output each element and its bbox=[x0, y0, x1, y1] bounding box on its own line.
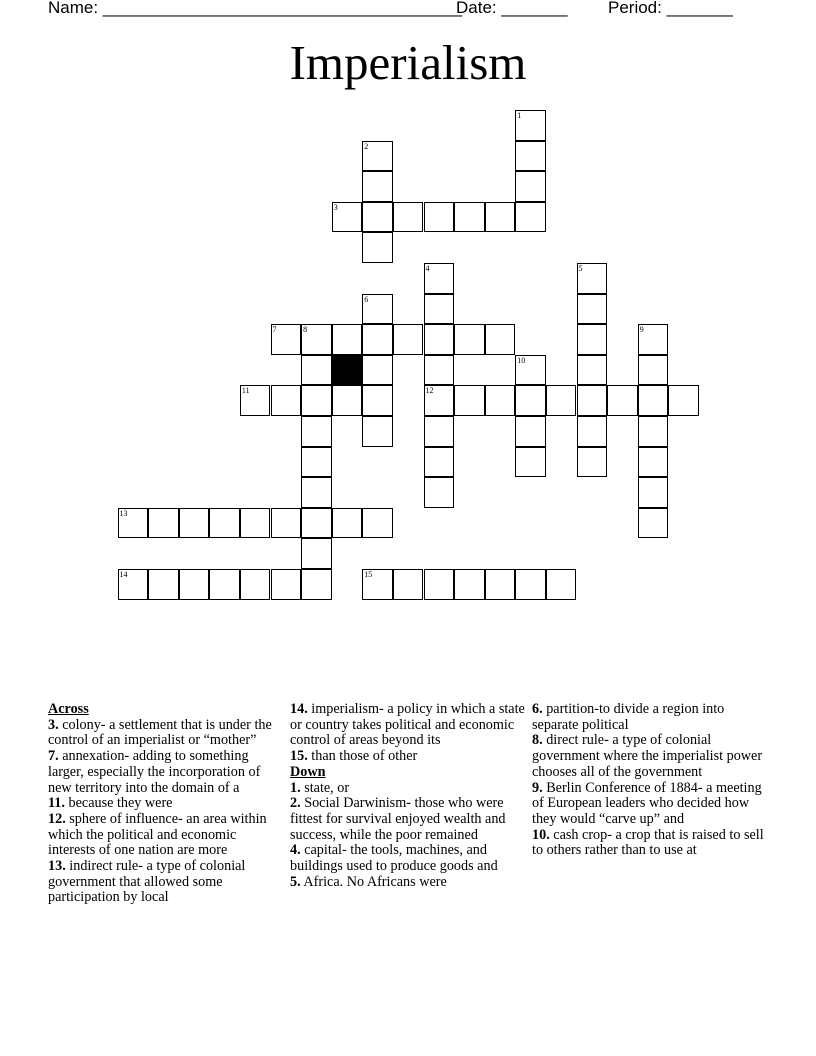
grid-cell[interactable] bbox=[485, 324, 516, 355]
clue-number: 4 bbox=[425, 264, 430, 273]
grid-cell[interactable] bbox=[301, 447, 332, 478]
grid-cell[interactable] bbox=[424, 477, 455, 508]
grid-cell[interactable] bbox=[301, 416, 332, 447]
clue-across-11: 11. because they were bbox=[48, 795, 173, 812]
grid-cell[interactable] bbox=[393, 569, 424, 600]
clues-column-2 bbox=[290, 702, 530, 890]
grid-cell[interactable] bbox=[271, 324, 302, 355]
clue-across-3: 3. colony- a settlement that is under the control of an imperialist or “mother” bbox=[48, 716, 272, 749]
grid-cell[interactable] bbox=[424, 569, 455, 600]
grid-cell[interactable] bbox=[638, 385, 669, 416]
clue-down-5: 5. Africa. No Africans were bbox=[290, 873, 447, 890]
clue-across-13: 13. indirect rule- a type of colonial government that allowed some participation by local bbox=[48, 858, 246, 906]
grid-cell[interactable] bbox=[362, 141, 393, 172]
date-field[interactable]: Date: _______ bbox=[456, 0, 568, 17]
grid-cell[interactable] bbox=[515, 110, 546, 141]
grid-cell[interactable] bbox=[424, 355, 455, 386]
grid-cell[interactable] bbox=[148, 508, 179, 539]
grid-cell[interactable] bbox=[668, 385, 699, 416]
clue-number: 11 bbox=[241, 386, 250, 396]
clue-number: 12 bbox=[425, 386, 434, 396]
grid-cell[interactable] bbox=[362, 416, 393, 447]
grid-cell[interactable] bbox=[638, 355, 669, 386]
grid-cell[interactable] bbox=[271, 508, 302, 539]
grid-cell[interactable] bbox=[515, 416, 546, 447]
grid-cell[interactable] bbox=[301, 508, 332, 539]
grid-cell[interactable] bbox=[362, 508, 393, 539]
grid-cell[interactable] bbox=[577, 294, 608, 325]
grid-cell[interactable] bbox=[301, 385, 332, 416]
grid-cell[interactable] bbox=[393, 202, 424, 233]
grid-cell[interactable] bbox=[271, 385, 302, 416]
clue-number: 13 bbox=[119, 508, 128, 518]
clue-across-7: 7. annexation- adding to something larger, especially the incorporation of new territory into the domain of a bbox=[48, 748, 261, 796]
period-field[interactable]: Period: _______ bbox=[608, 0, 733, 17]
clue-down-2: 2. Social Darwinism- those who were fittest for survival enjoyed wealth and success, while the poor remained bbox=[290, 795, 506, 843]
clues-section bbox=[0, 702, 816, 962]
grid-cell[interactable] bbox=[362, 202, 393, 233]
grid-cell[interactable] bbox=[332, 324, 363, 355]
grid-cell[interactable] bbox=[638, 477, 669, 508]
clue-number: 6 bbox=[364, 294, 369, 304]
grid-cell[interactable] bbox=[424, 385, 455, 416]
grid-cell[interactable] bbox=[240, 569, 271, 600]
grid-cell[interactable] bbox=[577, 263, 608, 294]
grid-cell[interactable] bbox=[118, 508, 149, 539]
grid-cell[interactable] bbox=[332, 508, 363, 539]
grid-cell[interactable] bbox=[393, 324, 424, 355]
clue-number: 5 bbox=[578, 264, 583, 273]
grid-cell[interactable] bbox=[515, 202, 546, 233]
clue-number: 10 bbox=[517, 355, 526, 365]
clue-down-1: 1. state, or bbox=[290, 779, 350, 796]
grid-cell[interactable] bbox=[515, 171, 546, 202]
grid-cell[interactable] bbox=[301, 355, 332, 386]
clue-number: 7 bbox=[272, 325, 277, 335]
across-heading: Across bbox=[48, 702, 89, 717]
grid-cell[interactable] bbox=[271, 569, 302, 600]
clue-across-14: 14. imperialism- a policy in which a state or country takes political and economic control of areas beyond its bbox=[290, 701, 525, 749]
clue-number: 1 bbox=[517, 111, 522, 120]
grid-cell[interactable] bbox=[301, 477, 332, 508]
grid-cell[interactable] bbox=[240, 385, 271, 416]
grid-cell[interactable] bbox=[179, 508, 210, 539]
clues-column-3 bbox=[532, 702, 772, 859]
grid-cell[interactable] bbox=[515, 447, 546, 478]
clue-across-12: 12. sphere of influence- an area within which the political and economic interests of one nation are more bbox=[48, 810, 267, 859]
grid-cell[interactable] bbox=[454, 385, 485, 416]
grid-cell[interactable] bbox=[424, 294, 455, 325]
grid-cell[interactable] bbox=[515, 385, 546, 416]
grid-cell[interactable] bbox=[301, 569, 332, 600]
clues-column-1 bbox=[48, 702, 286, 956]
grid-cell[interactable] bbox=[485, 569, 516, 600]
clue-number: 15 bbox=[364, 570, 373, 579]
grid-cell[interactable] bbox=[515, 141, 546, 172]
clue-number: 2 bbox=[364, 141, 369, 151]
grid-cell[interactable] bbox=[607, 385, 638, 416]
grid-cell[interactable] bbox=[485, 385, 516, 416]
grid-cell[interactable] bbox=[332, 385, 363, 416]
grid-cell[interactable] bbox=[148, 569, 179, 600]
grid-cell[interactable] bbox=[424, 263, 455, 294]
grid-cell[interactable] bbox=[362, 171, 393, 202]
clue-number: 3 bbox=[333, 202, 338, 212]
grid-cell[interactable] bbox=[424, 416, 455, 447]
grid-cell[interactable] bbox=[209, 569, 240, 600]
shaded-grid-cell bbox=[332, 355, 363, 386]
grid-cell[interactable] bbox=[362, 294, 393, 325]
clue-down-8: 8. direct rule- a type of colonial government where the imperialist power chooses all of the government bbox=[532, 732, 763, 780]
clue-number: 14 bbox=[119, 570, 128, 579]
grid-cell[interactable] bbox=[454, 324, 485, 355]
grid-cell[interactable] bbox=[577, 416, 608, 447]
down-heading: Down bbox=[290, 763, 326, 780]
grid-cell[interactable] bbox=[424, 447, 455, 478]
grid-cell[interactable] bbox=[454, 569, 485, 600]
grid-cell[interactable] bbox=[577, 385, 608, 416]
grid-cell[interactable] bbox=[546, 385, 577, 416]
grid-cell[interactable] bbox=[424, 324, 455, 355]
clue-number: 9 bbox=[639, 325, 644, 335]
page-title: Imperialism bbox=[289, 35, 527, 90]
grid-cell[interactable] bbox=[515, 355, 546, 386]
grid-cell[interactable] bbox=[362, 355, 393, 386]
grid-cell[interactable] bbox=[179, 569, 210, 600]
grid-cell[interactable] bbox=[362, 569, 393, 600]
grid-cell[interactable] bbox=[301, 324, 332, 355]
grid-cell[interactable] bbox=[454, 202, 485, 233]
grid-cell[interactable] bbox=[515, 569, 546, 600]
grid-cell[interactable] bbox=[362, 324, 393, 355]
clue-down-9: 9. Berlin Conference of 1884- a meeting of European leaders who decided how they would “carve up” and bbox=[532, 779, 762, 827]
grid-cell[interactable] bbox=[209, 508, 240, 539]
grid-cell[interactable] bbox=[638, 324, 669, 355]
grid-cell[interactable] bbox=[546, 569, 577, 600]
clue-across-15: 15. than those of other bbox=[290, 748, 418, 765]
grid-cell[interactable] bbox=[638, 508, 669, 539]
grid-cell[interactable] bbox=[577, 324, 608, 355]
grid-cell[interactable] bbox=[485, 202, 516, 233]
clue-down-4: 4. capital- the tools, machines, and buildings used to produce goods and bbox=[290, 842, 498, 875]
grid-cell[interactable] bbox=[638, 416, 669, 447]
grid-cell[interactable] bbox=[577, 355, 608, 386]
clue-number: 8 bbox=[303, 325, 308, 335]
grid-cell[interactable] bbox=[424, 202, 455, 233]
grid-cell[interactable] bbox=[638, 447, 669, 478]
grid-cell[interactable] bbox=[301, 538, 332, 569]
grid-cell[interactable] bbox=[362, 232, 393, 263]
grid-cell[interactable] bbox=[118, 569, 149, 600]
clue-down-6: 6. partition-to divide a region into separate political bbox=[532, 701, 725, 733]
clue-down-10: 10. cash crop- a crop that is raised to sell to others rather than to use at bbox=[532, 826, 764, 859]
grid-cell[interactable] bbox=[240, 508, 271, 539]
grid-cell[interactable] bbox=[332, 202, 363, 233]
name-field[interactable]: Name: ______________________________________ bbox=[48, 0, 463, 17]
grid-cell[interactable] bbox=[362, 385, 393, 416]
grid-cell[interactable] bbox=[577, 447, 608, 478]
